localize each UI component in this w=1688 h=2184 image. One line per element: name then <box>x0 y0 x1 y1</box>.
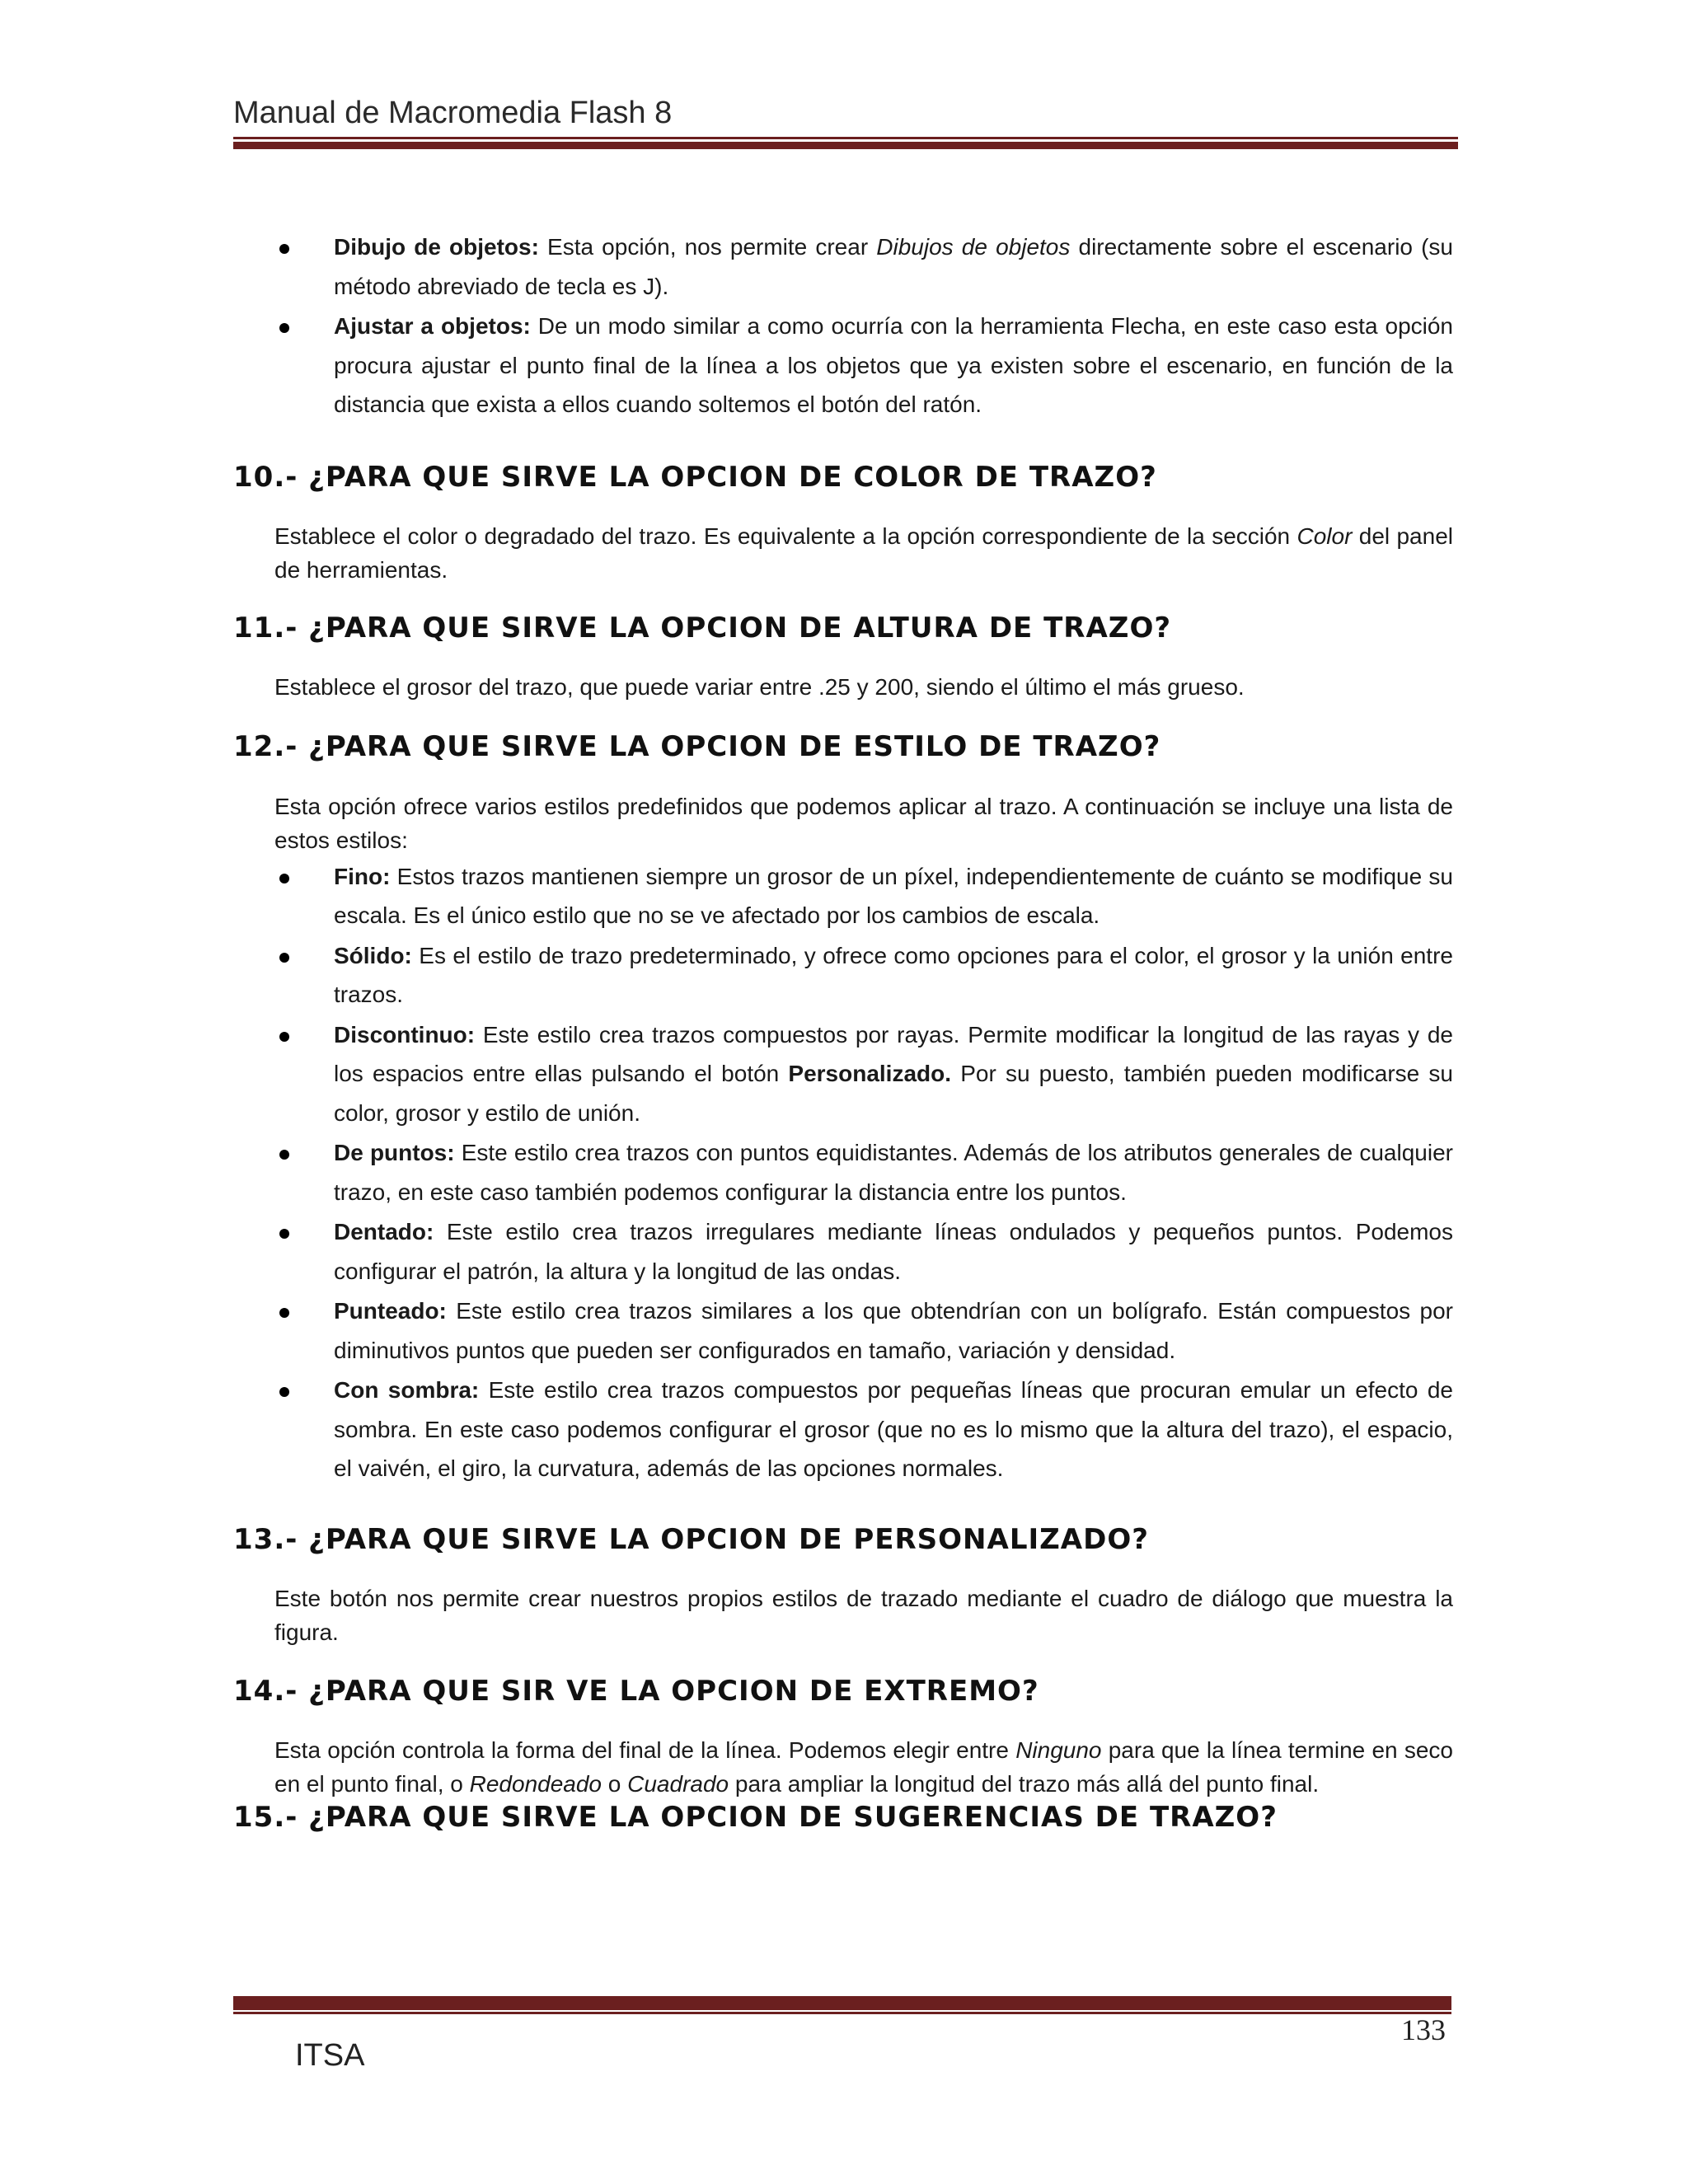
list-item: Discontinuo: Este estilo crea trazos compuestos por rayas. Permite modificar la longitud de las rayas y de los espacios entre ellas pulsando el botón Personalizado. Por su puesto, también pueden modificarse su color, grosor y estilo de unión. <box>233 1015 1453 1133</box>
item-label: De puntos: <box>334 1140 455 1165</box>
item-label: Sólido: <box>334 942 412 968</box>
section-heading-12: 12.- ¿PARA QUE SIRVE LA OPCION DE ESTILO DE TRAZO? <box>233 729 1161 763</box>
item-label: Fino: <box>334 863 391 889</box>
list-item: De puntos: Este estilo crea trazos con puntos equidistantes. Además de los atributos generales de cualquier trazo, en este caso también podemos configurar la distancia entre los puntos. <box>233 1133 1453 1212</box>
header-rule <box>233 137 1458 149</box>
bullet-icon <box>279 1308 289 1318</box>
list-item: Punteado: Este estilo crea trazos similares a los que obtendrían con un bolígrafo. Están compuestos por diminutivos puntos que pueden ser configurados en tamaño, variación y densidad. <box>233 1291 1453 1370</box>
page-number: 133 <box>1401 2013 1446 2046</box>
footer-rule-thin <box>233 2012 1451 2014</box>
section-paragraph: Esta opción controla la forma del final de la línea. Podemos elegir entre Ninguno para que la línea termine en seco en el punto final, o Redondeado o Cuadrado para ampliar la longitud del trazo más allá del punto final. <box>274 1736 1453 1797</box>
item-label: Con sombra: <box>334 1377 480 1403</box>
list-item: Fino: Estos trazos mantienen siempre un grosor de un píxel, independientemente de cuánto se modifique su escala. Es el único estilo que no se ve afectado por los cambios de escala. <box>233 857 1453 935</box>
bullet-icon <box>279 244 289 254</box>
list-item: Dibujo de objetos: Esta opción, nos permite crear Dibujos de objetos directamente sobre el escenario (su método abreviado de tecla es J). <box>233 227 1453 306</box>
item-label: Dibujo de objetos: <box>334 234 539 260</box>
section-paragraph: Establece el color o degradado del trazo. Es equivalente a la opción correspondiente de la sección Color del panel de herramientas. <box>274 523 1453 583</box>
bullet-icon <box>279 323 289 333</box>
page-content <box>233 227 1453 1834</box>
section-paragraph: Este botón nos permite crear nuestros propios estilos de trazado mediante el cuadro de diálogo que muestra la figura. <box>274 1585 1453 1645</box>
item-label: Ajustar a objetos: <box>334 313 531 339</box>
item-label: Dentado: <box>334 1219 434 1244</box>
bullet-icon <box>279 874 289 883</box>
section-heading-13: 13.- ¿PARA QUE SIRVE LA OPCION DE PERSONALIZADO? <box>233 1522 1149 1556</box>
bullet-icon <box>279 1229 289 1239</box>
section-heading-15: 15.- ¿PARA QUE SIRVE LA OPCION DE SUGERENCIAS DE TRAZO? <box>233 1800 1278 1834</box>
section-heading-14: 14.- ¿PARA QUE SIR VE LA OPCION DE EXTREMO? <box>233 1674 1039 1708</box>
list-item: Ajustar a objetos: De un modo similar a como ocurría con la herramienta Flecha, en este caso esta opción procura ajustar el punto final de la línea a los objetos que ya existen sobre el escenario, en función de la distancia que exista a ellos cuando soltemos el botón del ratón. <box>233 307 1453 424</box>
list-item: Dentado: Este estilo crea trazos irregulares mediante líneas ondulados y pequeños puntos. Podemos configurar el patrón, la altura y la longitud de las ondas. <box>233 1212 1453 1291</box>
footer-rule <box>233 1996 1451 2010</box>
section-heading-10: 10.- ¿PARA QUE SIRVE LA OPCION DE COLOR DE TRAZO? <box>233 460 1157 494</box>
item-label: Punteado: <box>334 1298 447 1324</box>
item-label: Discontinuo: <box>334 1021 476 1047</box>
bullet-icon <box>279 1387 289 1397</box>
section-paragraph: Esta opción ofrece varios estilos predefinidos que podemos aplicar al trazo. A continuación se incluye una lista de estos estilos: <box>274 793 1453 853</box>
bullet-icon <box>279 1032 289 1042</box>
section-heading-11: 11.- ¿PARA QUE SIRVE LA OPCION DE ALTURA DE TRAZO? <box>233 611 1172 644</box>
running-header-title: Manual de Macromedia Flash 8 <box>233 96 673 130</box>
bullet-icon <box>279 953 289 963</box>
list-item: Sólido: Es el estilo de trazo predeterminado, y ofrece como opciones para el color, el grosor y la unión entre trazos. <box>233 936 1453 1015</box>
bullet-icon <box>279 1150 289 1160</box>
list-item: Con sombra: Este estilo crea trazos compuestos por pequeñas líneas que procuran emular un efecto de sombra. En este caso podemos configurar el grosor (que no es lo mismo que la altura del trazo), el espacio, el vaivén, el giro, la curvatura, además de las opciones normales. <box>233 1371 1453 1488</box>
section-paragraph: Establece el grosor del trazo, que puede variar entre .25 y 200, siendo el último el más grueso. <box>274 673 1245 700</box>
footer-organization: ITSA <box>295 2038 365 2073</box>
